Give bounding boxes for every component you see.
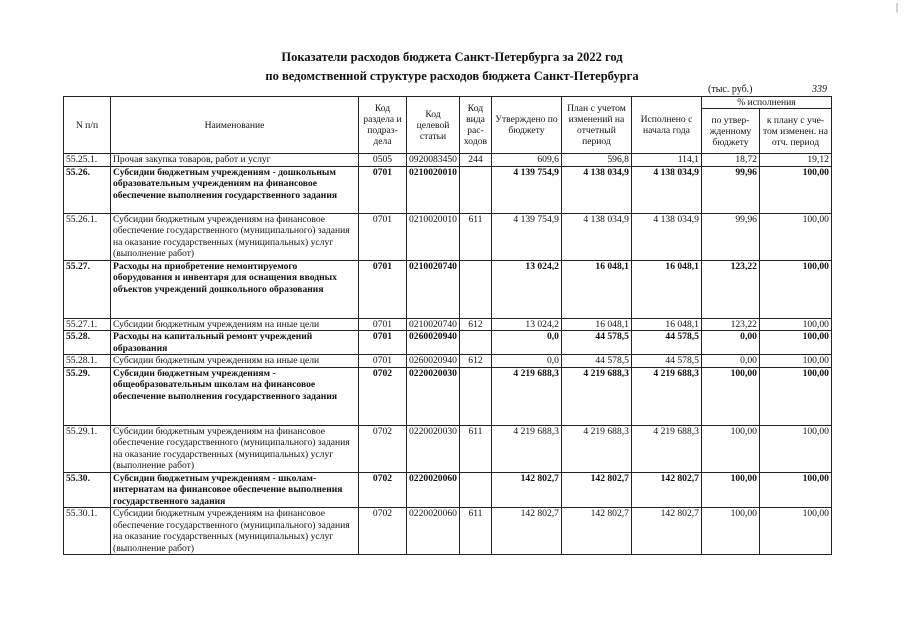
table-body — [64, 154, 832, 555]
approved-cell: 13 024,2 — [491, 318, 561, 331]
header-pct-plan: к плану с уче-том изменен. на отч. период — [759, 109, 831, 154]
table-row — [64, 331, 832, 355]
row-name-cell: Субсидии бюджетным учреждениям - школам-интернатам на финансовое обеспечение выполнения государственного задания — [111, 472, 359, 508]
approved-cell: 0,0 — [491, 355, 561, 368]
table-row — [64, 166, 832, 213]
row-name-cell: Субсидии бюджетным учреждениям на иные цели — [111, 318, 359, 331]
section-code-cell: 0701 — [359, 355, 407, 368]
approved-cell: 142 802,7 — [491, 472, 561, 508]
approved-cell: 4 139 754,9 — [491, 166, 561, 213]
table-row — [64, 472, 832, 508]
header-percent: % исполнения — [701, 97, 831, 109]
expense-type-cell: 611 — [459, 213, 491, 260]
plan-cell: 4 138 034,9 — [561, 213, 631, 260]
executed-cell: 4 138 034,9 — [631, 213, 701, 260]
pct-budget-cell: 123,22 — [701, 318, 759, 331]
executed-cell: 16 048,1 — [631, 260, 701, 318]
approved-cell: 4 219 688,3 — [491, 425, 561, 472]
row-name-cell: Прочая закупка товаров, работ и услуг — [111, 154, 359, 167]
row-number-cell: 55.28.1. — [64, 355, 111, 368]
section-code-cell: 0701 — [359, 331, 407, 355]
row-name-cell: Субсидии бюджетным учреждениям - общеобразовательным школам на финансовое обеспечение выполнения государственного задания — [111, 367, 359, 425]
pct-plan-cell: 100,00 — [759, 318, 831, 331]
approved-cell: 4 219 688,3 — [491, 367, 561, 425]
executed-cell: 4 138 034,9 — [631, 166, 701, 213]
table-row — [64, 318, 832, 331]
pct-plan-cell: 100,00 — [759, 260, 831, 318]
pct-budget-cell: 99,96 — [701, 213, 759, 260]
pct-plan-cell: 100,00 — [759, 331, 831, 355]
header-np: N п/п — [64, 97, 111, 154]
table-row — [64, 154, 832, 167]
expense-type-cell — [459, 472, 491, 508]
row-number-cell: 55.25.1. — [64, 154, 111, 167]
expense-type-cell — [459, 260, 491, 318]
section-code-cell: 0702 — [359, 472, 407, 508]
expense-type-cell: 611 — [459, 425, 491, 472]
pct-budget-cell: 100,00 — [701, 508, 759, 555]
executed-cell: 4 219 688,3 — [631, 367, 701, 425]
table-row — [64, 425, 832, 472]
table-row — [64, 260, 832, 318]
edge-mark: | — [896, 2, 899, 13]
target-code-cell: 0260020940 — [407, 331, 460, 355]
section-code-cell: 0701 — [359, 260, 407, 318]
plan-cell: 4 219 688,3 — [561, 425, 631, 472]
pct-budget-cell: 18,72 — [701, 154, 759, 167]
plan-cell: 44 578,5 — [561, 331, 631, 355]
expense-type-cell: 244 — [459, 154, 491, 167]
row-name-cell: Субсидии бюджетным учреждениям - дошкольным образовательным учреждениям на финансовое обеспечение выполнения государственного задания — [111, 166, 359, 213]
pct-plan-cell: 100,00 — [759, 425, 831, 472]
target-code-cell: 0920083450 — [407, 154, 460, 167]
target-code-cell: 0220020060 — [407, 508, 460, 555]
executed-cell: 142 802,7 — [631, 508, 701, 555]
approved-cell: 13 024,2 — [491, 260, 561, 318]
expense-type-cell: 612 — [459, 318, 491, 331]
executed-cell: 44 578,5 — [631, 331, 701, 355]
pct-plan-cell: 100,00 — [759, 472, 831, 508]
pct-budget-cell: 100,00 — [701, 472, 759, 508]
page-number: 339 — [812, 84, 827, 95]
expense-type-cell — [459, 331, 491, 355]
header-pct-budget: по утвер-жденному бюджету — [701, 109, 759, 154]
pct-budget-cell: 123,22 — [701, 260, 759, 318]
plan-cell: 16 048,1 — [561, 318, 631, 331]
approved-cell: 142 802,7 — [491, 508, 561, 555]
row-name-cell: Расходы на капитальный ремонт учреждений образования — [111, 331, 359, 355]
approved-cell: 4 139 754,9 — [491, 213, 561, 260]
header-plan: План с учетом изменений на отчетный период — [561, 97, 631, 154]
row-number-cell: 55.29.1. — [64, 425, 111, 472]
target-code-cell: 0220020030 — [407, 425, 460, 472]
expense-type-cell: 611 — [459, 508, 491, 555]
header-section-code: Код раздела и подраз-дела — [359, 97, 407, 154]
plan-cell: 142 802,7 — [561, 472, 631, 508]
section-code-cell: 0701 — [359, 318, 407, 331]
row-number-cell: 55.28. — [64, 331, 111, 355]
executed-cell: 114,1 — [631, 154, 701, 167]
target-code-cell: 0210020740 — [407, 318, 460, 331]
approved-cell: 609,6 — [491, 154, 561, 167]
document-subtitle: по ведомственной структуре расходов бюджета Санкт-Петербурга — [265, 69, 639, 83]
section-code-cell: 0702 — [359, 508, 407, 555]
row-name-cell: Субсидии бюджетным учреждениям на финансовое обеспечение государственного (муниципального) задания на оказание государственных (муниципальных) услуг (выполнение работ) — [111, 213, 359, 260]
expense-type-cell — [459, 166, 491, 213]
row-name-cell: Расходы на приобретение немонтируемого оборудования и инвентаря для оснащения вводных объектов учреждений дошкольного образования — [111, 260, 359, 318]
row-number-cell: 55.30.1. — [64, 508, 111, 555]
row-name-cell: Субсидии бюджетным учреждениям на финансовое обеспечение государственного (муниципального) задания на оказание государственных (муниципальных) услуг (выполнение работ) — [111, 508, 359, 555]
executed-cell: 142 802,7 — [631, 472, 701, 508]
row-number-cell: 55.30. — [64, 472, 111, 508]
table-row — [64, 213, 832, 260]
header-approved: Утверждено по бюджету — [491, 97, 561, 154]
row-number-cell: 55.26. — [64, 166, 111, 213]
plan-cell: 142 802,7 — [561, 508, 631, 555]
pct-budget-cell: 0,00 — [701, 331, 759, 355]
target-code-cell: 0210020010 — [407, 213, 460, 260]
row-name-cell: Субсидии бюджетным учреждениям на иные цели — [111, 355, 359, 368]
approved-cell: 0,0 — [491, 331, 561, 355]
pct-budget-cell: 100,00 — [701, 425, 759, 472]
budget-table — [63, 96, 832, 555]
expense-type-cell: 612 — [459, 355, 491, 368]
header-name: Наименование — [111, 97, 359, 154]
pct-plan-cell: 100,00 — [759, 367, 831, 425]
plan-cell: 44 578,5 — [561, 355, 631, 368]
row-name-cell: Субсидии бюджетным учреждениям на финансовое обеспечение государственного (муниципального) задания на оказание государственных (муниципальных) услуг (выполнение работ) — [111, 425, 359, 472]
table-row — [64, 367, 832, 425]
row-number-cell: 55.26.1. — [64, 213, 111, 260]
target-code-cell: 0210020740 — [407, 260, 460, 318]
target-code-cell: 0220020060 — [407, 472, 460, 508]
expense-type-cell — [459, 367, 491, 425]
target-code-cell: 0210020010 — [407, 166, 460, 213]
executed-cell: 44 578,5 — [631, 355, 701, 368]
plan-cell: 4 219 688,3 — [561, 367, 631, 425]
pct-plan-cell: 100,00 — [759, 355, 831, 368]
plan-cell: 596,8 — [561, 154, 631, 167]
pct-budget-cell: 100,00 — [701, 367, 759, 425]
table-row — [64, 508, 832, 555]
section-code-cell: 0701 — [359, 166, 407, 213]
row-number-cell: 55.29. — [64, 367, 111, 425]
section-code-cell: 0702 — [359, 425, 407, 472]
section-code-cell: 0702 — [359, 367, 407, 425]
target-code-cell: 0220020030 — [407, 367, 460, 425]
executed-cell: 4 219 688,3 — [631, 425, 701, 472]
pct-plan-cell: 100,00 — [759, 166, 831, 213]
pct-plan-cell: 19,12 — [759, 154, 831, 167]
pct-budget-cell: 99,96 — [701, 166, 759, 213]
table-row — [64, 355, 832, 368]
plan-cell: 4 138 034,9 — [561, 166, 631, 213]
row-number-cell: 55.27. — [64, 260, 111, 318]
header-expense-type-code: Код вида рас-ходов — [459, 97, 491, 154]
header-target-code: Код целевой статьи — [407, 97, 460, 154]
executed-cell: 16 048,1 — [631, 318, 701, 331]
document-title: Показатели расходов бюджета Санкт-Петербурга за 2022 год — [281, 50, 623, 64]
units-label: (тыс. руб.) — [708, 84, 753, 95]
pct-budget-cell: 0,00 — [701, 355, 759, 368]
section-code-cell: 0505 — [359, 154, 407, 167]
header-executed: Исполнено с начала года — [631, 97, 701, 154]
row-number-cell: 55.27.1. — [64, 318, 111, 331]
plan-cell: 16 048,1 — [561, 260, 631, 318]
table-header — [64, 97, 832, 154]
section-code-cell: 0701 — [359, 213, 407, 260]
target-code-cell: 0260020940 — [407, 355, 460, 368]
pct-plan-cell: 100,00 — [759, 508, 831, 555]
pct-plan-cell: 100,00 — [759, 213, 831, 260]
